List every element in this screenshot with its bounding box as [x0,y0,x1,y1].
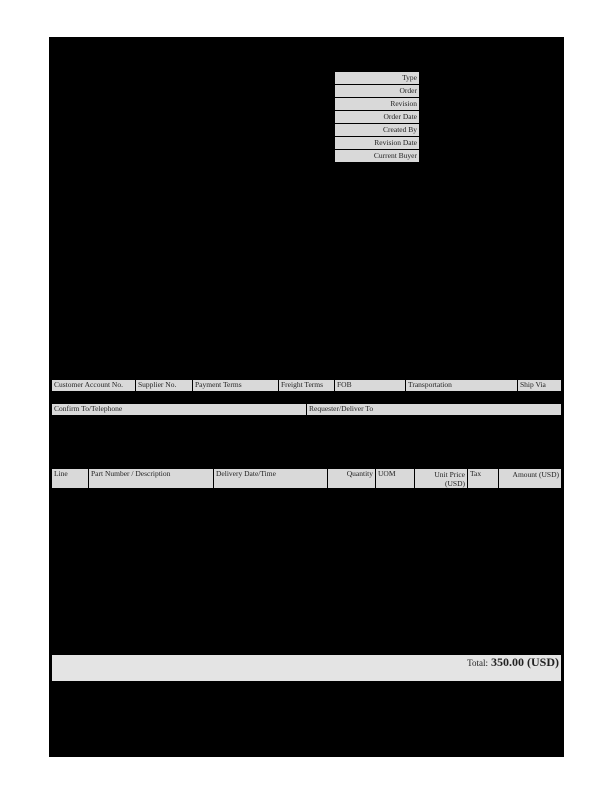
ship-via-header: Ship Via [518,380,561,391]
transportation-header: Transportation [406,380,517,391]
created-by-label: Created By [335,124,419,136]
total-amount: 350.00 [491,655,524,669]
unit-price-header: Unit Price (USD) [415,469,467,488]
revision-date-label: Revision Date [335,137,419,149]
revision-label: Revision [335,98,419,110]
total-bar [52,655,561,681]
order-date-label: Order Date [335,111,419,123]
type-label: Type [335,72,419,84]
current-buyer-label: Current Buyer [335,150,419,162]
payment-terms-header: Payment Terms [193,380,278,391]
line-header: Line [52,469,88,488]
fob-header: FOB [335,380,405,391]
delivery-date-header: Delivery Date/Time [214,469,327,488]
supplier-no-header: Supplier No. [136,380,192,391]
customer-account-header: Customer Account No. [52,380,135,391]
requester-header: Requester/Deliver To [307,404,561,415]
amount-header: Amount (USD) [499,469,561,488]
part-description-header: Part Number / Description [89,469,213,488]
tax-header: Tax [468,469,498,488]
total-currency: (USD) [527,655,559,669]
total-line [467,655,559,670]
order-label: Order [335,85,419,97]
freight-terms-header: Freight Terms [279,380,334,391]
quantity-header: Quantity [328,469,375,488]
confirm-to-header: Confirm To/Telephone [52,404,306,415]
uom-header: UOM [376,469,414,488]
document-page [49,37,564,757]
total-label: Total: [467,658,488,668]
